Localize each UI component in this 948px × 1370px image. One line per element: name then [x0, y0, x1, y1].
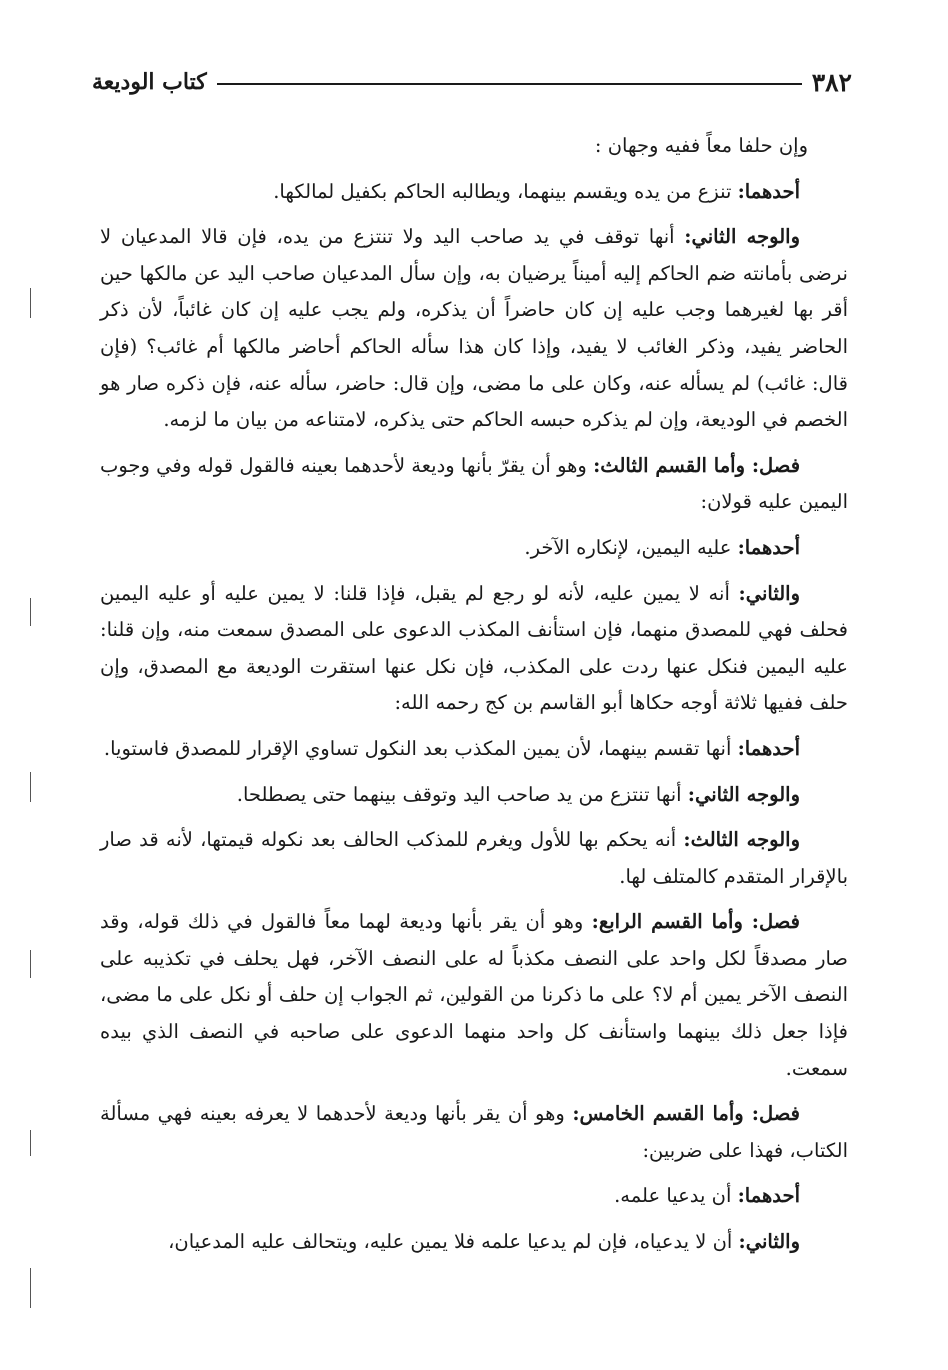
paragraph: [100, 128, 848, 165]
paragraph: [100, 731, 848, 768]
paragraph-heading: فصل: وأما القسم الخامس:: [572, 1102, 800, 1126]
paragraph-heading: والوجه الثاني:: [684, 225, 801, 249]
paragraph-text: أن لا يدعياه، فإن لم يدعيا علمه فلا يمين عليه، ويتحالف عليه المدعيان،: [168, 1230, 733, 1254]
paragraph: [100, 576, 848, 722]
paragraph: [100, 777, 848, 814]
paragraph-text: أن يدعيا علمه.: [614, 1184, 732, 1208]
paragraph-text: أنه يحكم بها للأول ويغرم للمذكب الحالف بعد نكوله قيمتها، لأنه قد صار بالإقرار المتقدم كالمتلف لها.: [100, 828, 848, 888]
paragraph-heading: أحدهما:: [737, 1184, 800, 1208]
paragraph-heading: والثاني:: [738, 581, 800, 605]
paragraph-text: تنزع من يده ويقسم بينهما، ويطالبه الحاكم بكفيل لمالكها.: [273, 179, 732, 203]
paragraph-text: أنه لا يمين عليه، لأنه لو رجع لم يقبل، فإذا قلنا: لا يمين عليه أو عليه اليمين فحلف فهي للمصدق منهما، فإن استأنف المكذب الدعوى على المصدق سمعت منه، وإن قلنا: عليه اليمين فنكل عنها ردت على المكذب، فإن نكل عنها استقرت الوديعة مع المصدق، وإن حلف ففيها ثلاثة أوجه حكاها أبو القاسم بن كج رحمه الله:: [100, 581, 848, 715]
paragraph: [100, 219, 848, 439]
running-title: كتاب الوديعة: [92, 69, 207, 95]
paragraph: [100, 1096, 848, 1169]
paragraph-heading: أحدهما:: [737, 179, 800, 203]
paragraph: [100, 1224, 848, 1261]
paragraph-heading: فصل: وأما القسم الثالث:: [593, 453, 801, 477]
header-rule: [217, 83, 802, 85]
margin-mark: [30, 1130, 31, 1156]
paragraph: [100, 822, 848, 895]
paragraph-text: أنها تنتزع من يد صاحب اليد وتوقف بينهما حتى يصطلحا.: [236, 782, 682, 806]
paragraph-heading: أحدهما:: [737, 736, 800, 760]
paragraph-heading: والوجه الثاني:: [687, 782, 800, 806]
paragraph-text: عليه اليمين، لإنكاره الآخر.: [524, 535, 732, 559]
paragraph-text: وهو أن يقر بأنها وديعة لأحدهما لا يعرفه بعينه فهي مسألة الكتاب، فهذا على ضربين:: [100, 1102, 848, 1162]
paragraph: [100, 448, 848, 521]
paragraph-text: وهو أن يقر بأنها وديعة لهما معاً فالقول في ذلك قوله، وقد صار مصدقاً لكل واحد على النصف مكذباً له على النصف الآخر، فهل يحلف في تكذيبه على النصف الآخر يمين أم لا؟ على ما ذكرنا من القولين، ثم الجواب إن حلف أو نكل على ما مضى، فإذا جعل ذلك بينهما واستأنف كل واحد منهما الدعوى على صاحبه في النصف الذي بيده سمعت.: [100, 910, 848, 1080]
paragraph-text: وهو أن يقرّ بأنها وديعة لأحدهما بعينه فالقول قوله وفي وجوب اليمين عليه قولان:: [100, 453, 848, 514]
paragraph: [100, 904, 848, 1087]
paragraph: [100, 1178, 848, 1215]
paragraph-heading: أحدهما:: [737, 535, 800, 559]
paragraph: [100, 174, 848, 211]
paragraph-heading: والوجه الثالث:: [683, 828, 800, 852]
margin-mark: [30, 1268, 31, 1308]
margin-mark: [30, 950, 31, 978]
paragraph-heading: فصل: وأما القسم الرابع:: [591, 910, 800, 934]
margin-mark: [30, 772, 31, 802]
paragraph-heading: والثاني:: [738, 1230, 800, 1254]
margin-mark: [30, 598, 31, 626]
page-header: [92, 62, 852, 102]
margin-mark: [30, 288, 31, 318]
paragraph-text: وإن حلفا معاً ففيه وجهان :: [594, 134, 808, 157]
paragraph-text: أنها تقسم بينهما، لأن يمين المكذب بعد النكول تساوي الإقرار للمصدق فاستويا.: [103, 736, 732, 760]
page-body: [100, 128, 848, 1270]
page-number: ٣٨٢: [811, 67, 852, 97]
paragraph-text: أنها توقف في يد صاحب اليد ولا تنتزع من يده، فإن قالا المدعيان لا نرضى بأمانته ضم الحاكم إليه أميناً يرضيان به، وإن سأل المدعيان صاحب اليد عن مالكها حين أقر بها لغيرهما وجب عليه إن كان حاضراً أن يذكره، ولم يجب عليه إن كان غائباً، لأن ذكر الحاضر يفيد، وذكر الغائب لا يفيد، وإذا كان هذا سأله الحاكم أحاضر مالكها أم غائب؟ (فإن قال: غائب) لم يسأله عنه، وكان على ما مضى، وإن قال: حاضر، سأله عنه، فإن ذكره صار هو الخصم في الوديعة، وإن لم يذكره حبسه الحاكم حتى يذكره، لامتناعه من بيان ما لزمه.: [100, 225, 848, 432]
paragraph: [100, 530, 848, 567]
